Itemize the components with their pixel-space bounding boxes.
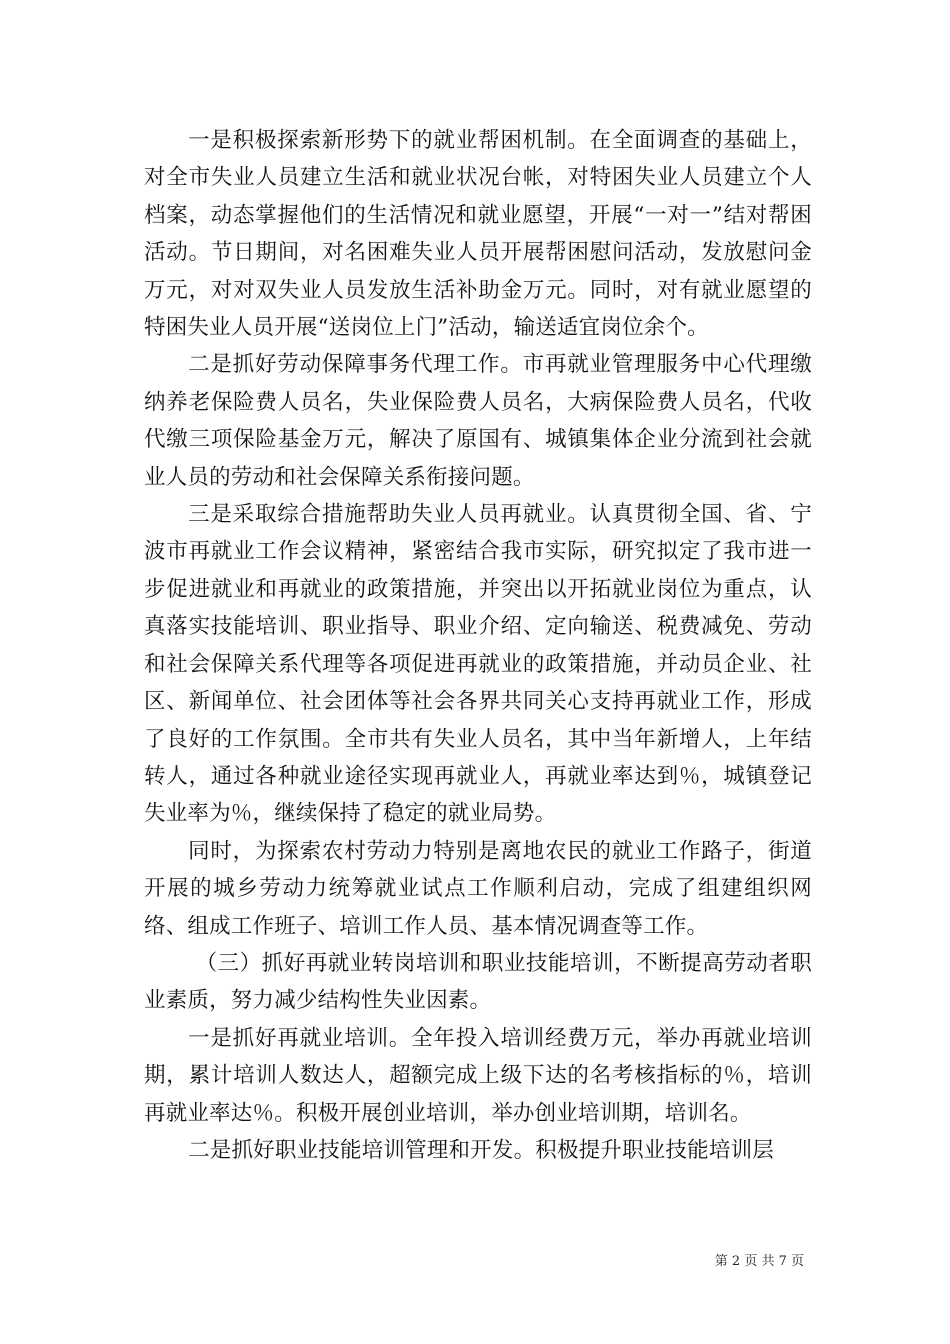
paragraph-section-heading-training: （三）抓好再就业转岗培训和职业技能培训，不断提高劳动者职业素质，努力减少结构性失业因素。	[144, 950, 812, 1014]
paragraph-reemployment-training: 一是抓好再就业培训。全年投入培训经费万元，举办再就业培训期，累计培训人数达人，超额完成上级下达的名考核指标的％，培训再就业率达％。积极开展创业培训，举办创业培训期，培训名。	[144, 1025, 812, 1126]
page-number: 第 2 页 共 7 页	[714, 1254, 804, 1269]
paragraph-employment-assistance: 一是积极探索新形势下的就业帮困机制。在全面调查的基础上，对全市失业人员建立生活和就业状况台帐，对特困失业人员建立个人档案，动态掌握他们的生活情况和就业愿望，开展“一对一”结对帮困活动。节日期间，对名困难失业人员开展帮困慰问活动，发放慰问金万元，对对双失业人员发放生活补助金万元。同时，对有就业愿望的特困失业人员开展“送岗位上门”活动，输送适宜岗位余个。	[144, 128, 812, 341]
document-body	[144, 122, 812, 1169]
paragraph-reemployment-measures: 三是采取综合措施帮助失业人员再就业。认真贯彻全国、省、宁波市再就业工作会议精神，紧密结合我市实际，研究拟定了我市进一步促进就业和再就业的政策措施，并突出以开拓就业岗位为重点，认真落实技能培训、职业指导、职业介绍、定向输送、税费减免、劳动和社会保障关系代理等各项促进再就业的政策措施，并动员企业、社区、新闻单位、社会团体等社会各界共同关心支持再就业工作，形成了良好的工作氛围。全市共有失业人员名，其中当年新增人，上年结转人，通过各种就业途径实现再就业人，再就业率达到％，城镇登记失业率为％，继续保持了稳定的就业局势。	[144, 502, 812, 827]
paragraph-labor-security-agency: 二是抓好劳动保障事务代理工作。市再就业管理服务中心代理缴纳养老保险费人员名，失业保险费人员名，大病保险费人员名，代收代缴三项保险基金万元，解决了原国有、城镇集体企业分流到社会就业人员的劳动和社会保障关系衔接问题。	[144, 352, 812, 490]
paragraph-rural-labor: 同时，为探索农村劳动力特别是离地农民的就业工作路子，街道开展的城乡劳动力统筹就业试点工作顺利启动，完成了组建组织网络、组成工作班子、培训工作人员、基本情况调查等工作。	[144, 838, 812, 939]
paragraph-vocational-training: 二是抓好职业技能培训管理和开发。积极提升职业技能培训层	[188, 1137, 774, 1163]
